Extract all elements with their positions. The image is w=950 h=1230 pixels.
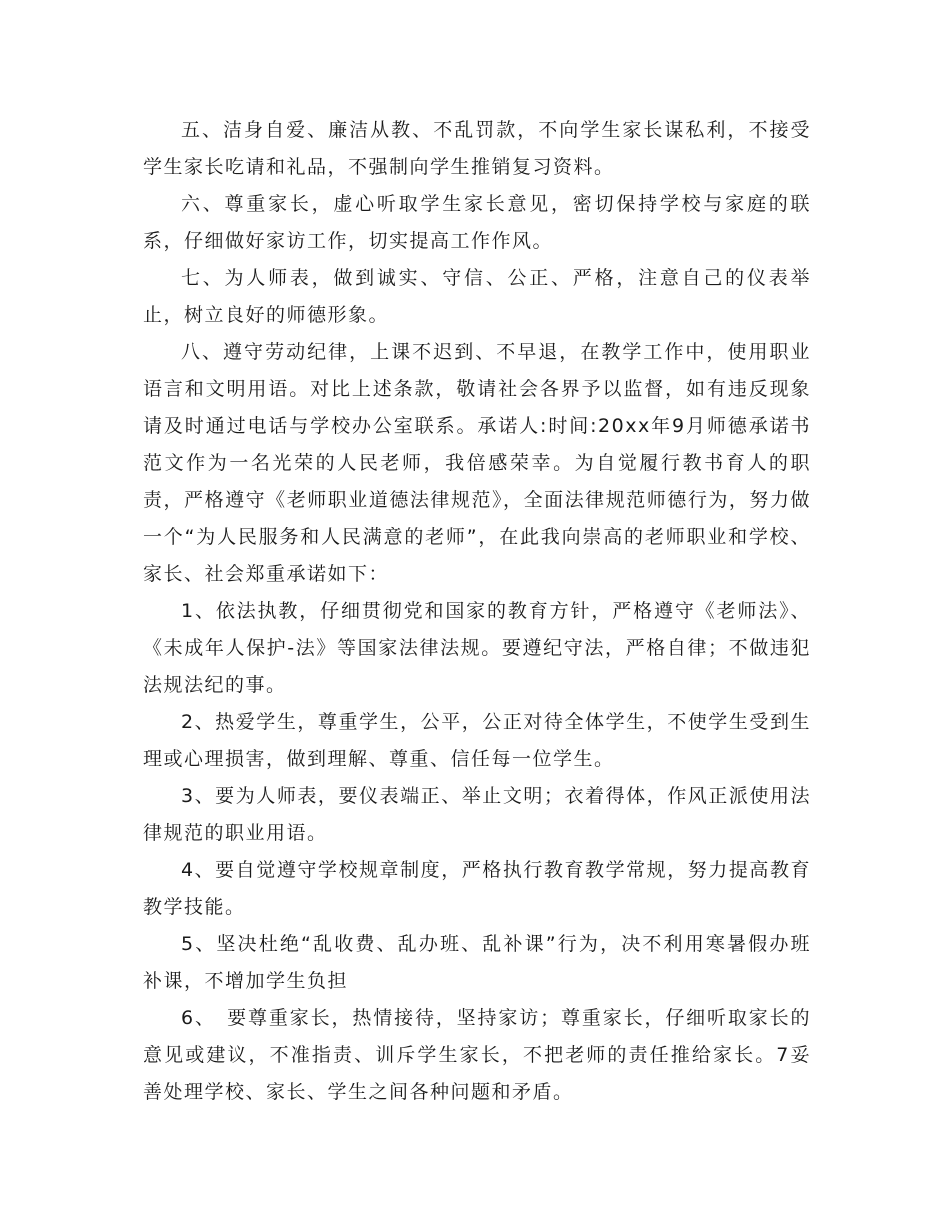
paragraph-7: 七、为人师表，做到诚实、守信、公正、严格，注意自己的仪表举止，树立良好的师德形象。 <box>143 267 811 326</box>
commitment-item-5: 5、坚决杜绝“乱收费、乱办班、乱补课”行为，决不利用寒暑假办班补课，不增加学生负担 <box>143 933 811 992</box>
document-body <box>143 112 811 1111</box>
commitment-item-2: 2、热爱学生，尊重学生，公平，公正对待全体学生，不使学生受到生理或心理损害，做到理解、尊重、信任每一位学生。 <box>143 711 811 770</box>
commitment-item-1: 1、依法执教，仔细贯彻党和国家的教育方针，严格遵守《老师法》、《未成年人保护-法》等国家法律法规。要遵纪守法，严格自律；不做违犯法规法纪的事。 <box>143 600 811 696</box>
paragraph-6: 六、尊重家长，虚心听取学生家长意见，密切保持学校与家庭的联系，仔细做好家访工作，切实提高工作作风。 <box>143 193 811 252</box>
paragraph-8: 八、遵守劳动纪律，上课不迟到、不早退，在教学工作中，使用职业语言和文明用语。对比上述条款，敬请社会各界予以监督，如有违反现象请及时通过电话与学校办公室联系。承诺人:时间:20xx年9月师德承诺书范文作为一名光荣的人民老师，我倍感荣幸。为自觉履行教书育人的职责，严格遵守《老师职业道德法律规范》，全面法律规范师德行为，努力做一个“为人民服务和人民满意的老师”，在此我向崇高的老师职业和学校、家长、社会郑重承诺如下： <box>143 341 811 585</box>
paragraph-5: 五、洁身自爱、廉洁从教、不乱罚款，不向学生家长谋私利，不接受学生家长吃请和礼品，不强制向学生推销复习资料。 <box>143 119 811 178</box>
commitment-item-3: 3、要为人师表，要仪表端正、举止文明；衣着得体，作风正派使用法律规范的职业用语。 <box>143 785 811 844</box>
commitment-item-4: 4、要自觉遵守学校规章制度，严格执行教育教学常规，努力提高教育教学技能。 <box>143 859 811 918</box>
commitment-item-6: 6、 要尊重家长，热情接待，坚持家访；尊重家长，仔细听取家长的意见或建议，不准指责、训斥学生家长，不把老师的责任推给家长。7妥善处理学校、家长、学生之间各种问题和矛盾。 <box>143 1007 811 1103</box>
